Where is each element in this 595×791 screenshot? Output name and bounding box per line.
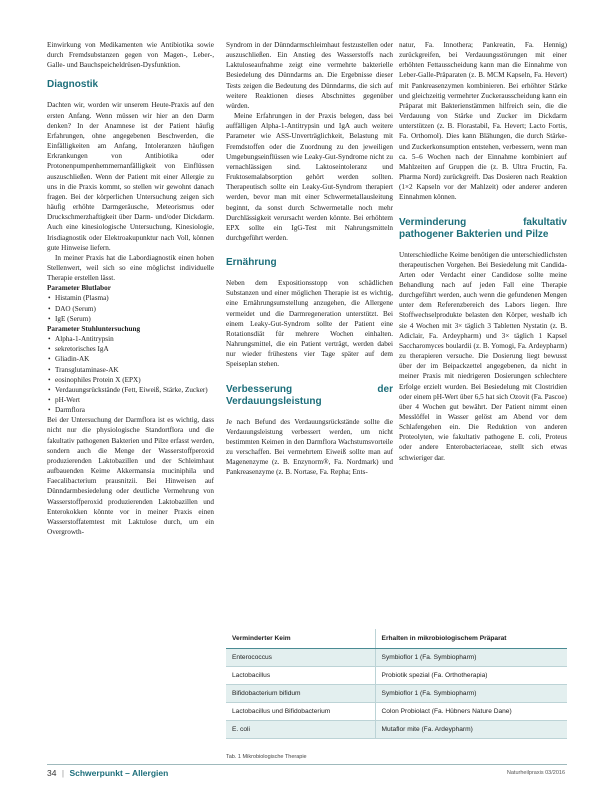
spacer xyxy=(47,91,214,100)
spacer xyxy=(47,70,214,79)
spacer xyxy=(399,241,567,250)
ernaehrung-paragraph: Neben dem Expositionsstopp von schädlichen Substanzen und einer möglichen Therapie ist es wichtig, eine Ernährungsumstellung anzugehen, die Allergene vermeidet und die Darmregeneration unterstützt. Bei einem Leaky-Gut-Syndrom sollte der Patient eine Rotationsdiät für mehrere Wochen einhalten. Nahrungsmittel, die ein Patient verträgt, werden dabei nur wieder frühestens vier Tage später auf dem Speiseplan stehen. xyxy=(226,279,393,369)
column3-paragraph-1: natur, Fa. Innothera; Pankreatin, Fa. Hennig) zurückgreifen, bei Verdauungsstörungen mit einer erhöhten Fettausscheidung kann man die Einnahme von Leber-Galle-Präparaten (z. B. MCM Kapseln, Fa. Hevert) mit Pankreasenzymen kombinieren. Bei erhöhter Stärke und gleichzeitig vermehrter Zuckerausscheidung kann ein Präparat mit Bakterienstämmen hilfreich sein, die die Verdauung von Stärke und Zucker im Dickdarm unterstützen (z. B. Florastabil, Fa. Hevert; Lacto Fortis, Fa. Orthomol). Dies kann Blähungen, die durch Stärke- und Zuckerkonsumption entstehen, verbessern, wenn man ca. 5–6 Wochen nach der Einnahme kombiniert auf Mahlzeiten auf Gruppen die (z. B. Ultra Fructin, Fa. Pharma Nord) zurückgreift. Das Dosieren nach Reaktion (1×2 Kapseln vor der Mahlzeit) oder anderer anderen Einnahmen können. xyxy=(399,41,567,202)
footer-left xyxy=(47,768,168,778)
heading-ernaehrung: Ernährung xyxy=(226,257,277,269)
table-cell: E. coli xyxy=(226,721,375,739)
blutlabor-title: Parameter Blutlabor xyxy=(47,284,111,293)
column-3 xyxy=(399,40,567,463)
verdauungsleistung-paragraph: Je nach Befund des Verdauungsrückstände sollte die Verdauungsleistung verbessert werden, um nicht bestimmten Keimen in den Darmflora Wachstumsvorteile zu verschaffen. Bei vermehrtem Eiweiß sollte man auf Magenenzyme (z. B. Enzynorm®, Fa. Nordmark) und Pankreasenzyme (z. B. Nortase, Fa. Repha; Ents- xyxy=(226,417,393,477)
table-header: Verminderter Keim xyxy=(226,629,375,649)
table-header-row xyxy=(226,629,567,649)
therapy-table xyxy=(226,629,567,739)
footer-divider xyxy=(47,764,567,765)
spacer xyxy=(226,269,393,278)
diagnostik-paragraph: Dachten wir, worden wir unserem Heute-Praxis auf den ersten Anfang. Wenn müssen wir hier an den Darm denken? In der Anamnese ist der Patient häufig Erfahrungen, ohne angegebenen Beschwerden, die Einfälligkeiten am Anfang, Intoleranzen häufigen Erkrankungen von Antibiotika oder Protonenpumpenhemmernanfälligkeit von Einflüssen auszuschließen. Wenn der Patient mit einer Allergie zu uns in die Praxis kommt, so stellen wir gewohnt danach fragen. Bei der körperlichen Untersuchung zeigen sich häufig erhöhte Darmgeräusche, Meteorismus oder Druckschmerzhaftigkeit über Darm- und/oder Dickdarm. Auch eine kinesiologische Untersuchung, Kinesiologie, Irisdiagnostik oder Elektroakupunktur nach Voll, können gute Hinweise liefern. xyxy=(47,101,214,252)
labordiagnostik-paragraph: In meiner Praxis hat die Labordiagnostik einen hohen Stellenwert, weil sich so eine möglichst individuelle Therapie erstellen lässt. xyxy=(47,253,214,283)
table-cell: Probiotik spezial (Fa. Orthotherapia) xyxy=(375,667,567,685)
footer-separator: | xyxy=(61,768,65,778)
blutlabor-list xyxy=(47,293,214,323)
darmflora-paragraph: Bei der Untersuchung der Darmflora ist es wichtig, dass nicht nur die physiologische Standortflora und die fakultativ pathogenen Bakterien und Pilze erfasst werden, sondern auch die Menge der Wasserstoffperoxid produzierenden Laktobazillen und der Schleimhaut aufbauenden Keime Akkermansia muciniphila und Faecalibacterium prausnitzii. Bei Hinweisen auf Dünndarmbesiedelung oder deutliche Vermehrung von Wasserstoffperoxid produzierenden Laktobazillen und Enterokokken könnte vor in meiner Praxis einen Wasserstoffatemtest mit Laktulose durch, um ein Overgrowth- xyxy=(47,416,214,537)
publication-info: Naturheilpraxis 03/2016 xyxy=(506,770,565,776)
spacer xyxy=(226,243,393,257)
column-2 xyxy=(226,40,393,477)
table-row xyxy=(226,667,567,685)
list-item: • sekretorisches IgA xyxy=(47,344,214,354)
table-header: Erhalten in mikrobiologischem Präparat xyxy=(375,629,567,649)
list-item: • Alpha-1-Antitrypsin xyxy=(47,334,214,344)
stuhluntersuchung-list xyxy=(47,334,214,415)
table-cell: Symbioflor 1 (Fa. Symbiopharm) xyxy=(375,685,567,703)
spacer xyxy=(399,203,567,217)
list-item: • Darmflora xyxy=(47,405,214,415)
list-item: • DAO (Serum) xyxy=(47,304,214,314)
intro-paragraph: Einwirkung von Medikamenten wie Antibiotika sowie durch Fremdsubstanzen gegen von Magen-, Leber-, Galle- und Bauchspeicheldrüsen-Dysfunktion. xyxy=(47,41,214,70)
list-item: • Gliadin-AK xyxy=(47,354,214,364)
table-cell: Bifidobacterium bifidum xyxy=(226,685,375,703)
section-title: Schwerpunkt – Allergien xyxy=(69,768,169,778)
table-cell: Mutaflor mite (Fa. Ardeypharm) xyxy=(375,721,567,739)
table-row xyxy=(226,721,567,739)
column-1 xyxy=(47,40,214,537)
heading-verminderung: Verminderung fakultativ pathogener Bakterien und Pilze xyxy=(399,216,567,240)
table-cell: Lactobacillus und Bifidobacterium xyxy=(226,703,375,721)
spacer xyxy=(226,370,393,384)
heading-verdauungsleistung: Verbesserung der Verdauungsleistung xyxy=(226,383,393,407)
list-item: • pH-Wert xyxy=(47,395,214,405)
table-cell: Symbioflor 1 (Fa. Symbiopharm) xyxy=(375,649,567,667)
list-item: • Verdauungsrückstände (Fett, Eiweiß, Stärke, Zucker) xyxy=(47,385,214,395)
table-caption: Tab. 1 Mikrobiologische Therapie xyxy=(226,754,307,760)
table-row xyxy=(226,649,567,667)
page-number: 34 xyxy=(47,768,57,778)
list-item: • Histamin (Plasma) xyxy=(47,293,214,303)
table-row xyxy=(226,703,567,721)
column2-paragraph-1: Syndrom in der Dünndarmschleimhaut festzustellen oder auszuschließen. Ein Anstieg des Wasserstoffs nach Laktuloseaufnahme zeigt eine vermehrte bakterielle Besiedelung des Dünndarms an. Die Ergebnisse dieser Tests zeigen die Bedeutung des Dünndarms, die sich auf weitere Reaktionen dieses Abschnittes gegenüber würden. xyxy=(226,41,393,110)
heading-diagnostik: Diagnostik xyxy=(47,79,99,91)
stuhluntersuchung-title: Parameter Stuhluntersuchung xyxy=(47,324,141,333)
list-item: • IgE (Serum) xyxy=(47,314,214,324)
spacer xyxy=(226,408,393,417)
list-item: • eosinophiles Protein X (EPX) xyxy=(47,375,214,385)
column2-paragraph-2: Meine Erfahrungen in der Praxis belegen, dass bei auffälligen Alpha-1-Antitrypsin und IgA auch weitere Parameter wie ASS-Unverträglichkeit, Belastung mit Fremdstoffen oder die Zuordnung zu den jeweiligen Umgebungseinflüssen wie Leaky-Gut-Syndrome nicht zu vernachlässigen sind. Laktoseintoleranz und Fruktosemalabsorption gehört werden sollten. Therapeutisch sollte ein Leaky-Gut-Syndrom therapiert werden, bevor man mit einer Schwermetallausleitung beginnt, da sonst durch Schwermetalle noch mehr Durchlässigkeit verursacht werden könnte. Bei erhöhtem EPX sollte ein IgG-Test mit Nahrungsmitteln durchgeführt werden. xyxy=(226,112,393,242)
verminderung-paragraph: Unterschiedliche Keime benötigen die unterschiedlichsten therapeutischen Vorgehen. Bei Besiedelung mit Candida-Arten oder Verdacht einer Candidose sollte meine Behandlung nach auf jeden Fall eine Therapie durchgeführt werden, auch wenn die gefundenen Mengen unter dem Referenzbereich des Labors liegen. Ihre Stoffwechselprodukte belasten den Körper, weshalb ich sie 4 Wochen mit 3× täglich 3 Tabletten Nystatin (z. B. Adiclair, Fa. Ardeypharm) und 3× täglich 1 Kapsel Saccharomyces boulardii (z. B. Yomogi, Fa. Ardeypharm) zu therapieren versuche. Die Dosierung liegt bewusst über der im Beipackzettel angegebenen, da nicht in meiner Praxis mit niedrigeren Dosierungen schlechtere Erfolge erzielt wurden. Bei Besiedelung mit Clostridien oder einem pH-Wert über 6,5 hat sich Ozovit (Fa. Pascoe) über 4 Wochen gut bewährt. Der Patient nimmt einen Messlöffel in Wasser gelöst am Abend vor dem Schlafengehen ein. Die Reduktion von anderen Proteolyten, wie fakultativ pathogene E. coli, Proteus oder andere Enterobacteriaceae, stellt sich etwas schwieriger dar. xyxy=(399,250,567,462)
table-cell: Colon Probiolact (Fa. Hübners Nature Dane) xyxy=(375,703,567,721)
list-item: • Transglutaminase-AK xyxy=(47,365,214,375)
table-cell: Enterococcus xyxy=(226,649,375,667)
table-cell: Lactobacillus xyxy=(226,667,375,685)
table-row xyxy=(226,685,567,703)
